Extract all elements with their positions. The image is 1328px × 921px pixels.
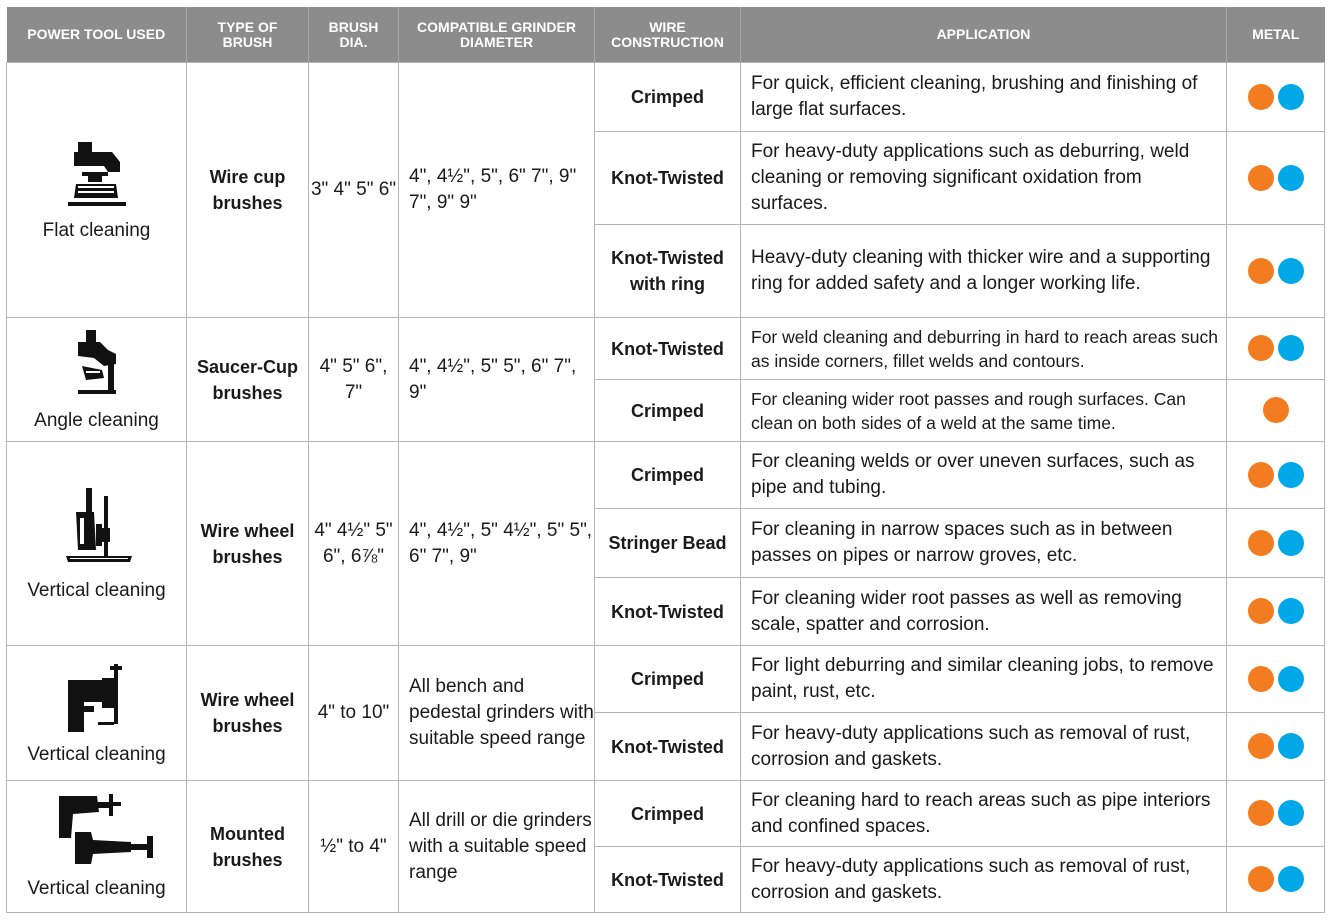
table-row — [7, 442, 1325, 509]
header-compatible-diameter: COMPATIBLE GRINDER DIAMETER — [399, 7, 595, 63]
compatible-diameter-value: grinders with a — [409, 809, 592, 857]
application-cell: For light deburring and similar cleaning jobs, to remove paint, rust, etc. — [741, 646, 1227, 713]
compatible-diameter-value: with suitable — [409, 702, 594, 749]
table-row — [7, 781, 1325, 847]
wire-construction-cell: Knot-Twisted — [595, 713, 741, 781]
brush-dia-cell — [309, 318, 399, 442]
vertical-grinder-tool-icon — [58, 484, 136, 574]
metal-cell — [1227, 225, 1325, 318]
compatible-diameter-value: All drill or die — [409, 809, 518, 831]
brush-dia-cell — [309, 646, 399, 781]
metal-cell — [1227, 509, 1325, 578]
wire-construction-cell: Crimped — [595, 380, 741, 442]
application-cell: For weld cleaning and deburring in hard to reach areas such as inside corners, fillet welds and contours. — [741, 318, 1227, 380]
application-cell: For cleaning wider root passes as well as removing scale, spatter and corrosion. — [741, 578, 1227, 646]
compatible-diameter-value: 9" — [459, 192, 477, 213]
metal-cell — [1227, 578, 1325, 646]
flat-cleaning-tool-icon — [64, 136, 130, 214]
compatible-diameter-value: 4", 4½", 5" — [409, 355, 498, 377]
brush-dia-value: 3" — [310, 179, 329, 200]
header-row — [7, 7, 1325, 63]
compatible-diameter-value: pedestal grinders — [409, 702, 555, 723]
compatible-diameter-value: range — [409, 861, 458, 883]
wire-construction-cell: Crimped — [595, 781, 741, 847]
brush-dia-value: ½" — [320, 835, 343, 857]
brush-dia-cell — [309, 442, 399, 646]
application-cell: Heavy-duty cleaning with thicker wire and a supporting ring for added safety and a longer working life. — [741, 225, 1227, 318]
compatible-diameter-value: 5", 6" — [409, 519, 593, 567]
header-metal: METAL — [1227, 7, 1325, 63]
wire-construction-cell: Stringer Bead — [595, 509, 741, 578]
application-cell: For cleaning in narrow spaces such as in between passes on pipes or narrow groves, etc. — [741, 509, 1227, 578]
orange-metal-dot — [1248, 733, 1274, 759]
wire-construction-cell: Crimped — [595, 63, 741, 132]
compatible-diameter-value: 7", 9" — [531, 166, 577, 187]
application-cell: For cleaning hard to reach areas such as pipe interiors and confined spaces. — [741, 781, 1227, 847]
orange-metal-dot — [1263, 397, 1289, 423]
metal-cell — [1227, 442, 1325, 509]
brush-type-cell: Saucer-Cup brushes — [187, 318, 309, 442]
blue-metal-dot — [1278, 335, 1304, 361]
blue-metal-dot — [1278, 462, 1304, 488]
orange-metal-dot — [1248, 800, 1274, 826]
metal-cell — [1227, 847, 1325, 913]
brush-dia-value: 4½" — [336, 519, 371, 541]
metal-cell — [1227, 132, 1325, 225]
drill-die-grinder-tool-icon — [37, 792, 157, 872]
blue-metal-dot — [1278, 530, 1304, 556]
compatible-diameter-cell — [399, 442, 595, 646]
header-wire-construction: WIRE CONSTRUCTION — [595, 7, 741, 63]
brush-dia-value: 4" — [314, 519, 332, 541]
orange-metal-dot — [1248, 666, 1274, 692]
power-tool-cell — [7, 63, 187, 318]
power-tool-cell — [7, 646, 187, 781]
power-tool-label: Flat cleaning — [42, 220, 151, 241]
brush-dia-value: 4" — [317, 702, 335, 723]
compatible-diameter-cell — [399, 318, 595, 442]
blue-metal-dot — [1278, 666, 1304, 692]
orange-metal-dot — [1248, 258, 1274, 284]
orange-metal-dot — [1248, 598, 1274, 624]
wire-construction-cell: Knot-Twisted with ring — [595, 225, 741, 318]
power-tool-cell — [7, 318, 187, 442]
orange-metal-dot — [1248, 462, 1274, 488]
brush-dia-value: to 4" — [348, 835, 387, 857]
compatible-diameter-value: 4½", 5" — [503, 519, 565, 541]
blue-metal-dot — [1278, 598, 1304, 624]
bench-grinder-tool-icon — [62, 658, 132, 738]
compatible-diameter-cell — [399, 63, 595, 318]
brush-dia-value: 6" — [378, 179, 397, 200]
compatible-diameter-value: suitable speed — [463, 835, 587, 857]
compatible-diameter-cell — [399, 646, 595, 781]
power-tool-label: Vertical cleaning — [27, 579, 166, 601]
brush-dia-value: 5" — [356, 179, 374, 200]
blue-metal-dot — [1278, 866, 1304, 892]
wire-construction-cell: Knot-Twisted — [595, 132, 741, 225]
compatible-diameter-value: speed range — [479, 728, 586, 749]
brush-dia-value: 5" — [375, 519, 393, 541]
table-row — [7, 646, 1325, 713]
compatible-diameter-value: 5", 6" — [503, 355, 549, 377]
application-cell: For quick, efficient cleaning, brushing and finishing of large flat surfaces. — [741, 63, 1227, 132]
brush-type-cell: Wire wheel brushes — [187, 442, 309, 646]
brush-dia-value: to 10" — [340, 702, 390, 723]
power-tool-label: Angle cleaning — [34, 409, 159, 431]
compatible-diameter-cell — [399, 781, 595, 913]
brush-type-cell: Wire wheel brushes — [187, 646, 309, 781]
power-tool-label: Vertical cleaning — [27, 744, 166, 765]
metal-cell — [1227, 380, 1325, 442]
compatible-diameter-value: 4", 4½", 5" — [409, 519, 498, 541]
wire-construction-cell: Crimped — [595, 646, 741, 713]
orange-metal-dot — [1248, 866, 1274, 892]
compatible-diameter-value: 7", 9" — [409, 355, 577, 403]
header-power-tool: POWER TOOL USED — [7, 7, 187, 63]
header-brush-dia: BRUSH DIA. — [309, 7, 399, 63]
application-cell: For heavy-duty applications such as deburring, weld cleaning or removing significant oxidation from surfaces. — [741, 132, 1227, 225]
wire-construction-cell: Knot-Twisted — [595, 578, 741, 646]
wire-construction-cell: Crimped — [595, 442, 741, 509]
orange-metal-dot — [1248, 84, 1274, 110]
brush-type-cell: Wire cup brushes — [187, 63, 309, 318]
brush-dia-value: 4" — [319, 355, 337, 377]
power-tool-cell — [7, 442, 187, 646]
orange-metal-dot — [1248, 530, 1274, 556]
brush-dia-value: 5" — [342, 355, 360, 377]
angle-cleaning-tool-icon — [64, 326, 130, 404]
metal-cell — [1227, 713, 1325, 781]
header-type-of-brush: TYPE OF BRUSH — [187, 7, 309, 63]
table-row — [7, 63, 1325, 132]
metal-cell — [1227, 318, 1325, 380]
compatible-diameter-value: All bench and — [409, 676, 525, 697]
metal-cell — [1227, 781, 1325, 847]
compatible-diameter-value: 4", 4½", 5", 6" — [409, 166, 526, 187]
compatible-diameter-value: 7", 9" — [409, 192, 455, 213]
brush-dia-value: 6", 6⅞" — [322, 545, 385, 567]
compatible-diameter-value: 7", 9" — [431, 545, 477, 567]
brush-dia-cell — [309, 781, 399, 913]
application-cell: For cleaning welds or over uneven surfaces, such as pipe and tubing. — [741, 442, 1227, 509]
table-row — [7, 318, 1325, 380]
brush-type-cell: Mounted brushes — [187, 781, 309, 913]
application-cell: For cleaning wider root passes and rough surfaces. Can clean on both sides of a weld at the same time. — [741, 380, 1227, 442]
header-application: APPLICATION — [741, 7, 1227, 63]
brush-dia-cell — [309, 63, 399, 318]
brush-dia-value: 6", 7" — [344, 355, 388, 403]
application-cell: For heavy-duty applications such as removal of rust, corrosion and gaskets. — [741, 847, 1227, 913]
blue-metal-dot — [1278, 800, 1304, 826]
application-cell: For heavy-duty applications such as removal of rust, corrosion and gaskets. — [741, 713, 1227, 781]
wire-construction-cell: Knot-Twisted — [595, 318, 741, 380]
blue-metal-dot — [1278, 733, 1304, 759]
blue-metal-dot — [1278, 165, 1304, 191]
orange-metal-dot — [1248, 335, 1274, 361]
power-tool-label: Vertical cleaning — [27, 877, 166, 899]
brush-selection-table — [6, 7, 1325, 913]
metal-cell — [1227, 646, 1325, 713]
blue-metal-dot — [1278, 258, 1304, 284]
wire-construction-cell: Knot-Twisted — [595, 847, 741, 913]
orange-metal-dot — [1248, 165, 1274, 191]
metal-cell — [1227, 63, 1325, 132]
blue-metal-dot — [1278, 84, 1304, 110]
brush-dia-value: 4" — [333, 179, 351, 200]
power-tool-cell — [7, 781, 187, 913]
